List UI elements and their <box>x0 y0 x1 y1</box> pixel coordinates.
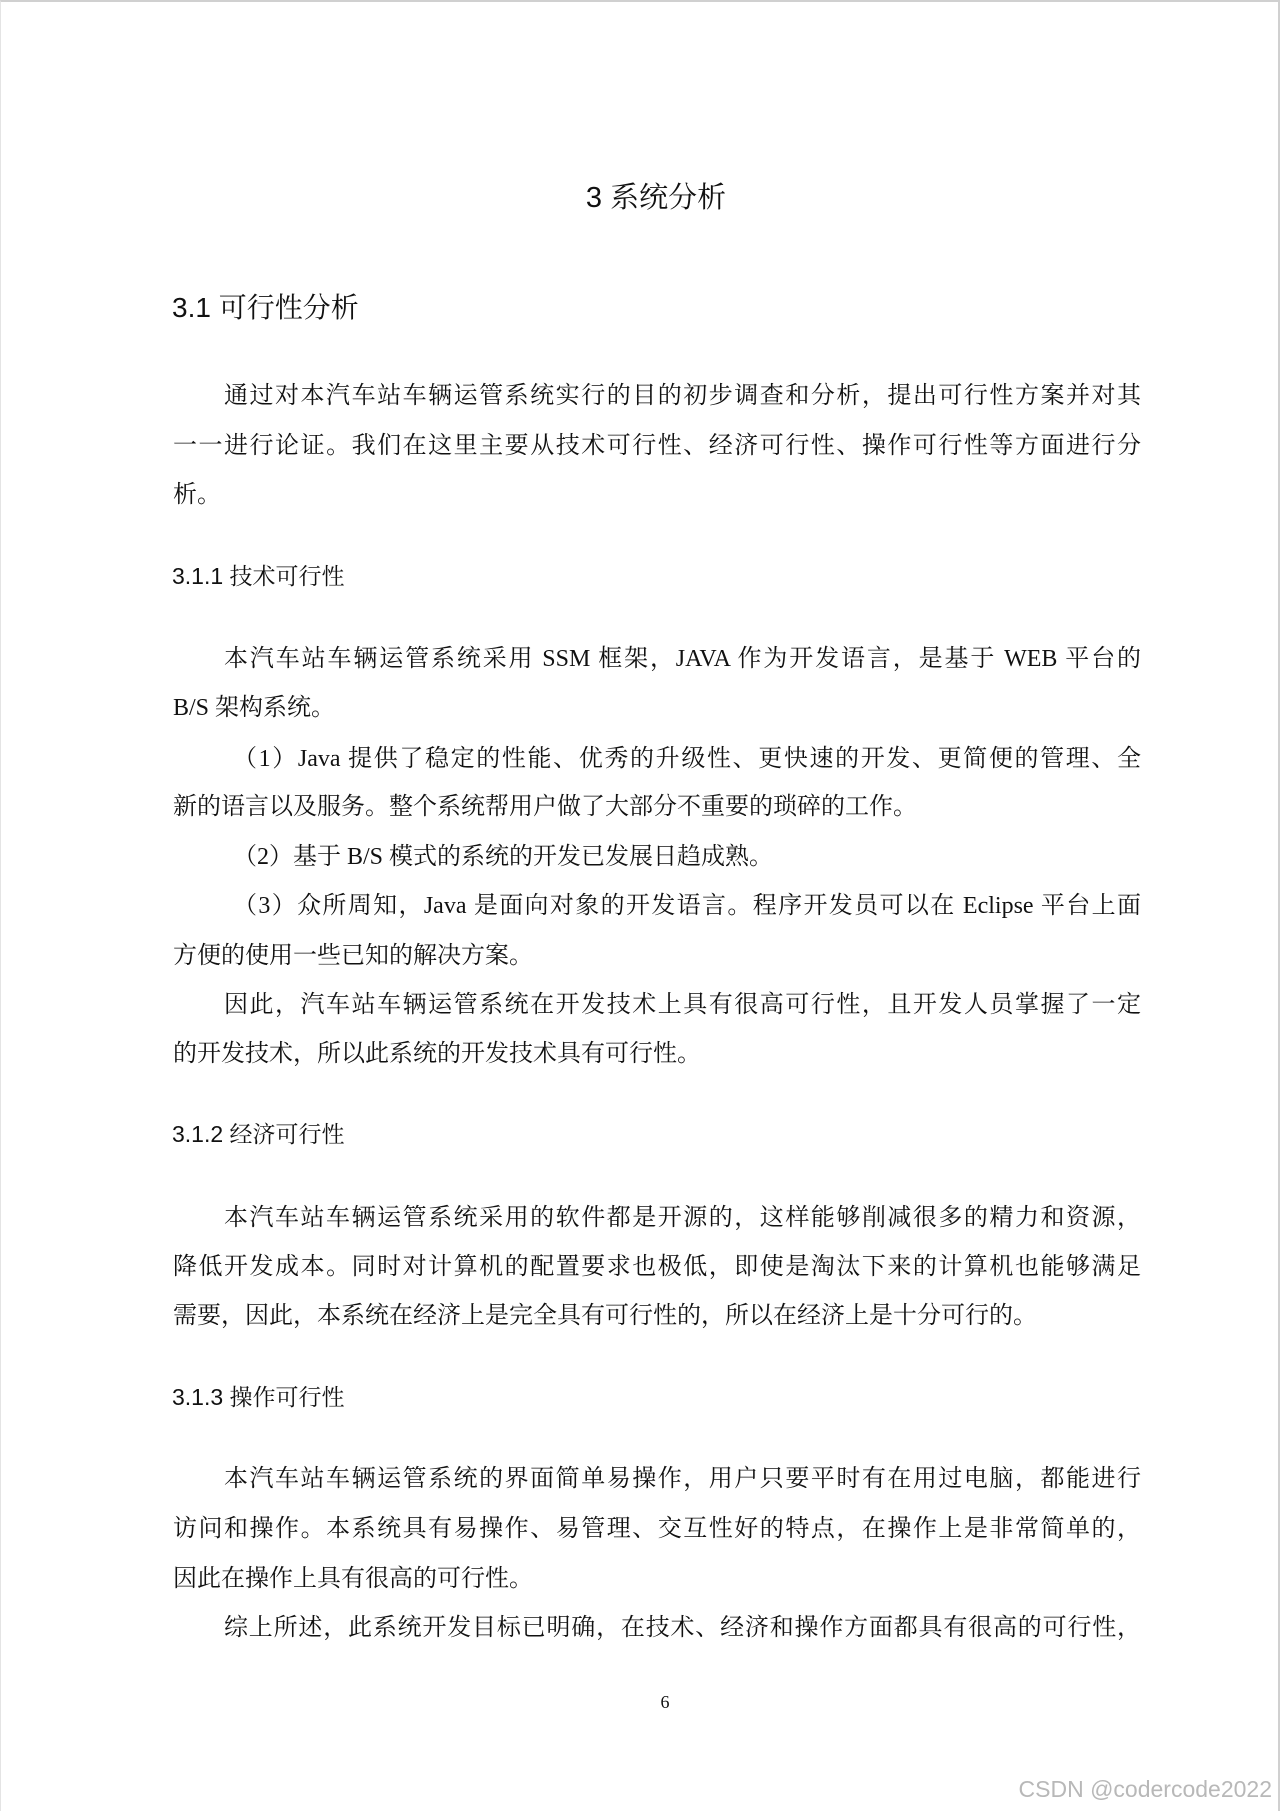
paragraph-line: 一一进行论证。我们在这里主要从技术可行性、经济可行性、操作可行性等方面进行分 <box>173 433 1141 459</box>
paragraph-line: 访问和操作。本系统具有易操作、易管理、交互性好的特点，在操作上是非常简单的， <box>173 1516 1141 1542</box>
paragraph-line: （3）众所周知，Java 是面向对象的开发语言。程序开发员可以在 Eclipse 平台上面 <box>233 893 1141 919</box>
subsection-title-tech: 3.1.1 技术可行性 <box>172 563 345 589</box>
paragraph-line: 因此，汽车站车辆运管系统在开发技术上具有很高可行性，且开发人员掌握了一定 <box>224 992 1141 1018</box>
paragraph-line: 的开发技术，所以此系统的开发技术具有可行性。 <box>173 1041 701 1067</box>
subsection-title-econ: 3.1.2 经济可行性 <box>172 1121 345 1147</box>
section-title: 3.1 可行性分析 <box>172 292 359 323</box>
paragraph-line: 新的语言以及服务。整个系统帮用户做了大部分不重要的琐碎的工作。 <box>173 794 917 820</box>
watermark: CSDN @codercode2022 <box>1018 1776 1272 1802</box>
paragraph-line: 析。 <box>173 482 221 508</box>
paragraph-line: 综上所述，此系统开发目标已明确，在技术、经济和操作方面都具有很高的可行性， <box>224 1615 1141 1641</box>
paragraph-line: 方便的使用一些已知的解决方案。 <box>173 943 533 969</box>
paragraph-line: 需要，因此，本系统在经济上是完全具有可行性的，所以在经济上是十分可行的。 <box>173 1303 1037 1329</box>
paragraph-line: 降低开发成本。同时对计算机的配置要求也极低，即使是淘汰下来的计算机也能够满足 <box>173 1254 1141 1280</box>
chapter-title: 3 系统分析 <box>585 182 727 214</box>
paragraph-line: 本汽车站车辆运管系统的界面简单易操作，用户只要平时有在用过电脑，都能进行 <box>224 1466 1141 1492</box>
paragraph-line: 本汽车站车辆运管系统采用的软件都是开源的，这样能够削减很多的精力和资源， <box>224 1205 1141 1231</box>
paragraph-line: （1）Java 提供了稳定的性能、优秀的升级性、更快速的开发、更简便的管理、全 <box>233 746 1141 772</box>
page-number: 6 <box>660 1692 670 1712</box>
paragraph-line: B/S 架构系统。 <box>173 695 336 721</box>
paragraph-line: 本汽车站车辆运管系统采用 SSM 框架，JAVA 作为开发语言，是基于 WEB 平台的 <box>224 646 1141 672</box>
paragraph-line: 因此在操作上具有很高的可行性。 <box>173 1566 533 1592</box>
paragraph-line: （2）基于 B/S 模式的系统的开发已发展日趋成熟。 <box>233 844 774 870</box>
subsection-title-ops: 3.1.3 操作可行性 <box>172 1384 345 1410</box>
paragraph-line: 通过对本汽车站车辆运管系统实行的目的初步调查和分析，提出可行性方案并对其 <box>224 383 1141 409</box>
